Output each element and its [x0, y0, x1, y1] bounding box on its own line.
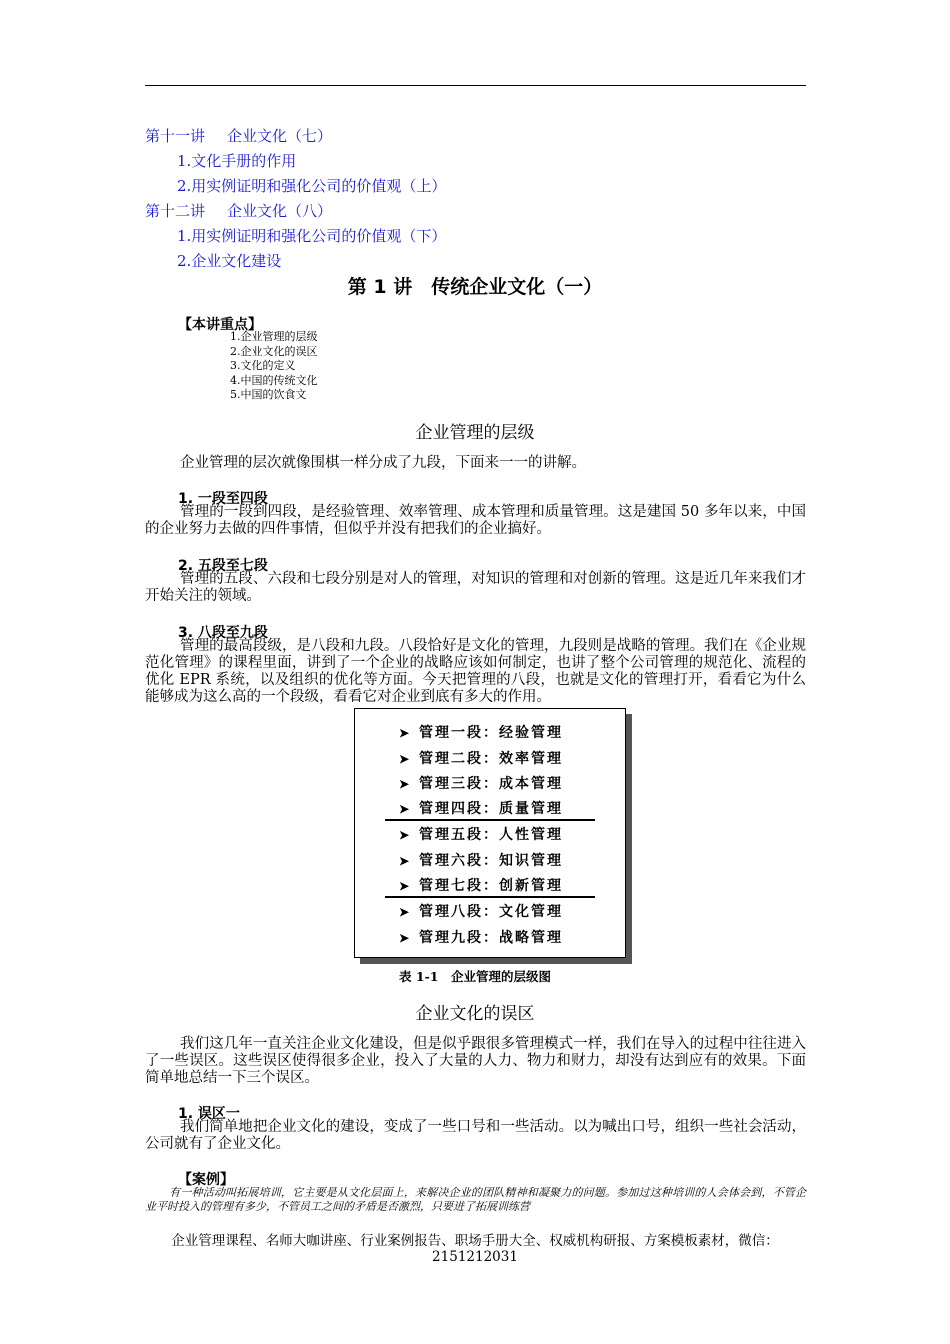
key-point-item: 2.企业文化的误区	[230, 344, 318, 358]
figure-row: ➤ 管理三段：成本管理	[399, 776, 563, 792]
lecture-title: 第 1 讲 传统企业文化（一）	[347, 276, 603, 298]
key-point-item: 5.中国的饮食文	[230, 388, 307, 401]
key-point-item: 1.企业管理的层级	[230, 330, 318, 343]
figure-row: ➤ 管理九段：战略管理	[399, 930, 563, 946]
key-point-item: 4.中国的传统文化	[230, 373, 318, 387]
toc-item[interactable]: 2.用实例证明和强化公司的价值观（上）	[177, 177, 447, 195]
figure-row: ➤ 管理八段：文化管理	[399, 904, 563, 920]
paragraph: 我们这几年一直关注企业文化建设，但是似乎跟很多管理模式一样，我们在导入的过程中往往进入了一些误区。这些误区使得很多企业，投入了大量的人力、物力和财力，却没有达到应有的效果。下面简单地总结一下三个误区。	[145, 1036, 806, 1086]
subsection-title: 1. 误区一	[178, 1106, 240, 1122]
figure-row: ➤ 管理一段：经验管理	[399, 725, 563, 741]
paragraph: 管理的最高段级，是八段和九段。八段恰好是文化的管理，九段则是战略的管理。我们在《企业规范化管理》的课程里面，讲到了一个企业的战略应该如何制定，也讲了整个公司管理的规范化、流程的优化 EPR 系统，以及组织的优化等方面。今天把管理的八段，也就是文化的管理打开，看看它为什么能够成为这么高的一个段级，看看它对企业到底有多大的作用。	[145, 638, 806, 705]
header-rule	[145, 85, 806, 86]
toc-item[interactable]: 1.用实例证明和强化公司的价值观（下）	[177, 227, 447, 245]
figure-row: ➤ 管理六段：知识管理	[399, 853, 563, 869]
toc	[145, 124, 446, 274]
figure-divider	[385, 819, 595, 821]
footer-line: 2151212031	[432, 1249, 518, 1265]
key-points-list	[230, 330, 318, 403]
paragraph: 管理的一段到四段，是经验管理、效率管理、成本管理和质量管理。这是建国 50 多年以来，中国的企业努力去做的四件事情，但似乎并没有把我们的企业搞好。	[145, 504, 806, 537]
figure-row: ➤ 管理七段：创新管理	[399, 878, 563, 894]
figure-row: ➤ 管理四段：质量管理	[399, 801, 563, 817]
paragraph: 管理的五段、六段和七段分别是对人的管理，对知识的管理和对创新的管理。这是近几年来我们才开始关注的领域。	[145, 571, 806, 604]
toc-item[interactable]: 2.企业文化建设	[177, 252, 282, 270]
footer-line: 企业管理课程、名师大咖讲座、行业案例报告、职场手册大全、权威机构研报、方案模板素材，微信：	[171, 1233, 779, 1249]
subsection-title: 2. 五段至七段	[178, 558, 268, 574]
subsection-title: 1. 一段至四段	[178, 491, 268, 507]
arrow-icon: ➤	[399, 802, 412, 816]
arrow-icon: ➤	[399, 931, 412, 945]
key-points-heading: 【本讲重点】	[178, 317, 262, 333]
subsection-title: 3. 八段至九段	[178, 625, 268, 641]
section-title: 企业管理的层级	[415, 423, 535, 443]
figure-divider	[385, 896, 595, 898]
toc-chapter[interactable]	[145, 199, 446, 224]
figure-caption: 表 1-1 企业管理的层级图	[399, 969, 551, 984]
arrow-icon: ➤	[399, 854, 412, 868]
management-levels-figure	[354, 708, 626, 958]
arrow-icon: ➤	[399, 879, 412, 893]
footer	[0, 1233, 950, 1265]
case-heading: 【案例】	[178, 1172, 234, 1188]
toc-chapter[interactable]	[145, 124, 446, 149]
arrow-icon: ➤	[399, 905, 412, 919]
toc-chapter-number: 第十二讲	[145, 202, 206, 220]
section-title: 企业文化的误区	[415, 1004, 535, 1024]
key-point-item: 3.文化的定义	[230, 359, 296, 372]
toc-chapter-title: 企业文化（八）	[227, 202, 333, 220]
paragraph: 企业管理的层次就像围棋一样分成了九段，下面来一一的讲解。	[180, 455, 586, 471]
arrow-icon: ➤	[399, 828, 412, 842]
arrow-icon: ➤	[399, 752, 412, 766]
case-text: 有一种活动叫拓展培训，它主要是从文化层面上，来解决企业的团队精神和凝聚力的问题。参加过这种培训的人会体会到，不管企业平时投入的管理有多少，不管员工之间的矛盾是否激烈，只要进了拓展训练营	[145, 1186, 806, 1213]
toc-chapter-title: 企业文化（七）	[227, 127, 333, 145]
arrow-icon: ➤	[399, 726, 412, 740]
paragraph: 我们简单地把企业文化的建设，变成了一些口号和一些活动。以为喊出口号，组织一些社会活动，公司就有了企业文化。	[145, 1119, 806, 1152]
figure-row: ➤ 管理五段：人性管理	[399, 827, 563, 843]
arrow-icon: ➤	[399, 777, 412, 791]
toc-chapter-number: 第十一讲	[145, 127, 206, 145]
toc-item[interactable]: 1.文化手册的作用	[177, 152, 297, 170]
figure-row: ➤ 管理二段：效率管理	[399, 751, 563, 767]
